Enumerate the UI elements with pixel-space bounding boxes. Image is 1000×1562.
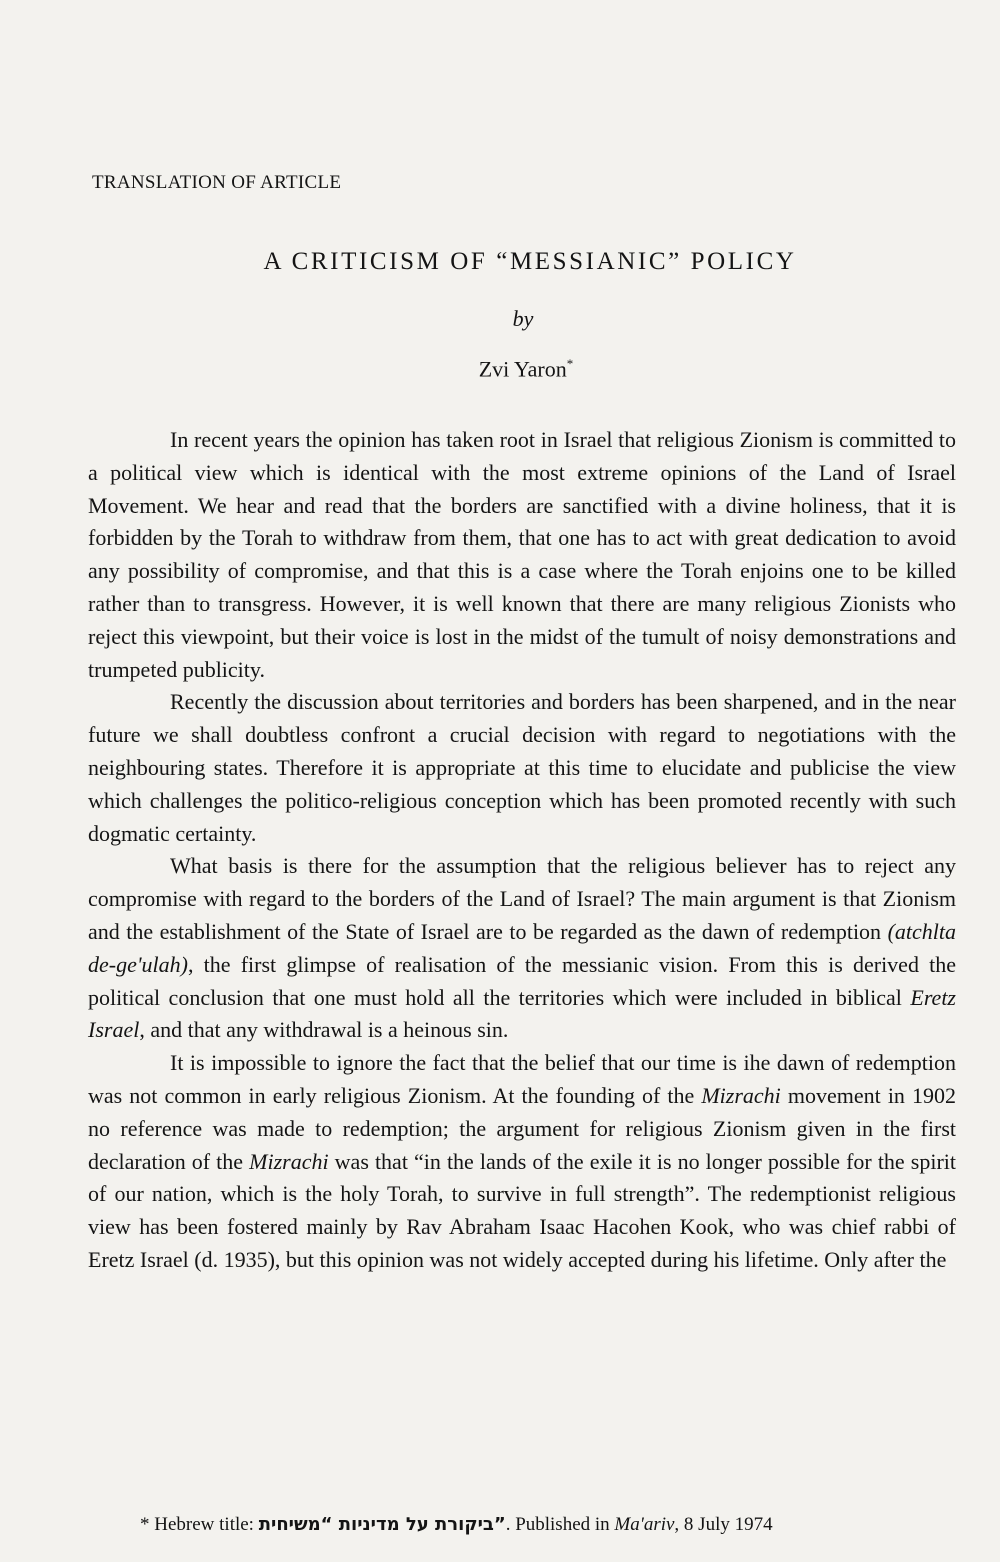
publication-date: , 8 July 1974: [674, 1514, 773, 1535]
author-footnote-marker: *: [566, 356, 574, 371]
paragraph-3-term: (atchlta de-ge'ulah): [88, 918, 956, 977]
paragraph-1: [88, 424, 956, 686]
paragraph-4-text: was that “in the lands of the exile it is no longer possible for the spirit of our nation, which is the holy Torah, to survive in full strength”. The redemptionist religious view has been fostered mainly by Rav Abraham Isaac Hacohen Kook, who was chief rabbi of Eretz Israel (d. 1935), but this opinion was not widely accepted during his lifetime. Only after the: [88, 1148, 956, 1272]
article-title: A CRITICISM OF “MESSIANIC” POLICY: [263, 248, 797, 275]
paragraph-4-term: Mizrachi: [701, 1082, 781, 1108]
footnote-published-label: . Published in: [505, 1514, 610, 1535]
paragraph-4-text: It is impossible to ignore the fact that the belief that our time is ihe dawn of redemption was not common in early religious Zionism. At the founding of the: [88, 1050, 956, 1108]
hebrew-title: ”ביקורת על מדיניות “משיחית: [258, 1514, 506, 1535]
section-label: TRANSLATION OF ARTICLE: [92, 172, 342, 193]
paragraph-3-text: What basis is there for the assumption that the religious believer has to reject any compromise with regard to the borders of the Land of Israel? The main argument is that Zionism and the establishment of the State of Israel are to be regarded as the dawn of redemption: [88, 853, 956, 944]
paragraph-4: [88, 1047, 956, 1277]
paragraph-2-text: Recently the discussion about territories and borders has been sharpened, and in the near future we shall doubtless confront a crucial decision with regard to negotiations with the neighbouring states. Therefore it is appropriate at this time to elucidate and publicise the view which challenges the politico-religious conception which has been promoted recently with such dogmatic certainty.: [88, 689, 956, 846]
article-body: [88, 424, 956, 1277]
paragraph-3-text: , the first glimpse of realisation of the messianic vision. From this is derived the political conclusion that one must hold all the territories which were included in biblical: [88, 951, 956, 1010]
paragraph-3-term: Eretz Israel: [88, 984, 956, 1043]
author-name: Zvi Yaron: [478, 356, 567, 382]
paragraph-3: [88, 850, 956, 1047]
paragraph-2: [88, 686, 956, 850]
paragraph-1-text: In recent years the opinion has taken root in Israel that religious Zionism is committed to a political view which is identical with the most extreme opinions of the Land of Israel Movement. We hear and read that the borders are sanctified with a divine holiness, that it is forbidden by the Torah to withdraw from them, that one has to act with great dedication to avoid any possibility of compromise, and that this is a case where the Torah enjoins one to be killed rather than to transgress. However, it is well known that there are many religious Zionists who reject this viewpoint, but their voice is lost in the midst of the tumult of noisy demonstrations and trumpeted publicity.: [88, 427, 956, 682]
paragraph-4-term: Mizrachi: [249, 1148, 329, 1174]
footnote-marker: *: [140, 1514, 150, 1535]
byline: by: [512, 306, 534, 331]
author: [0, 356, 1000, 382]
footnote: [140, 1514, 950, 1536]
paragraph-3-text: , and that any withdrawal is a heinous sin.: [139, 1017, 509, 1043]
paragraph-4-text: movement in 1902 no reference was made to redemption; the argument for religious Zionism given in the first declaration of the: [88, 1082, 956, 1174]
publication-name: Ma'ariv: [614, 1514, 675, 1535]
footnote-label: Hebrew title:: [154, 1514, 254, 1535]
